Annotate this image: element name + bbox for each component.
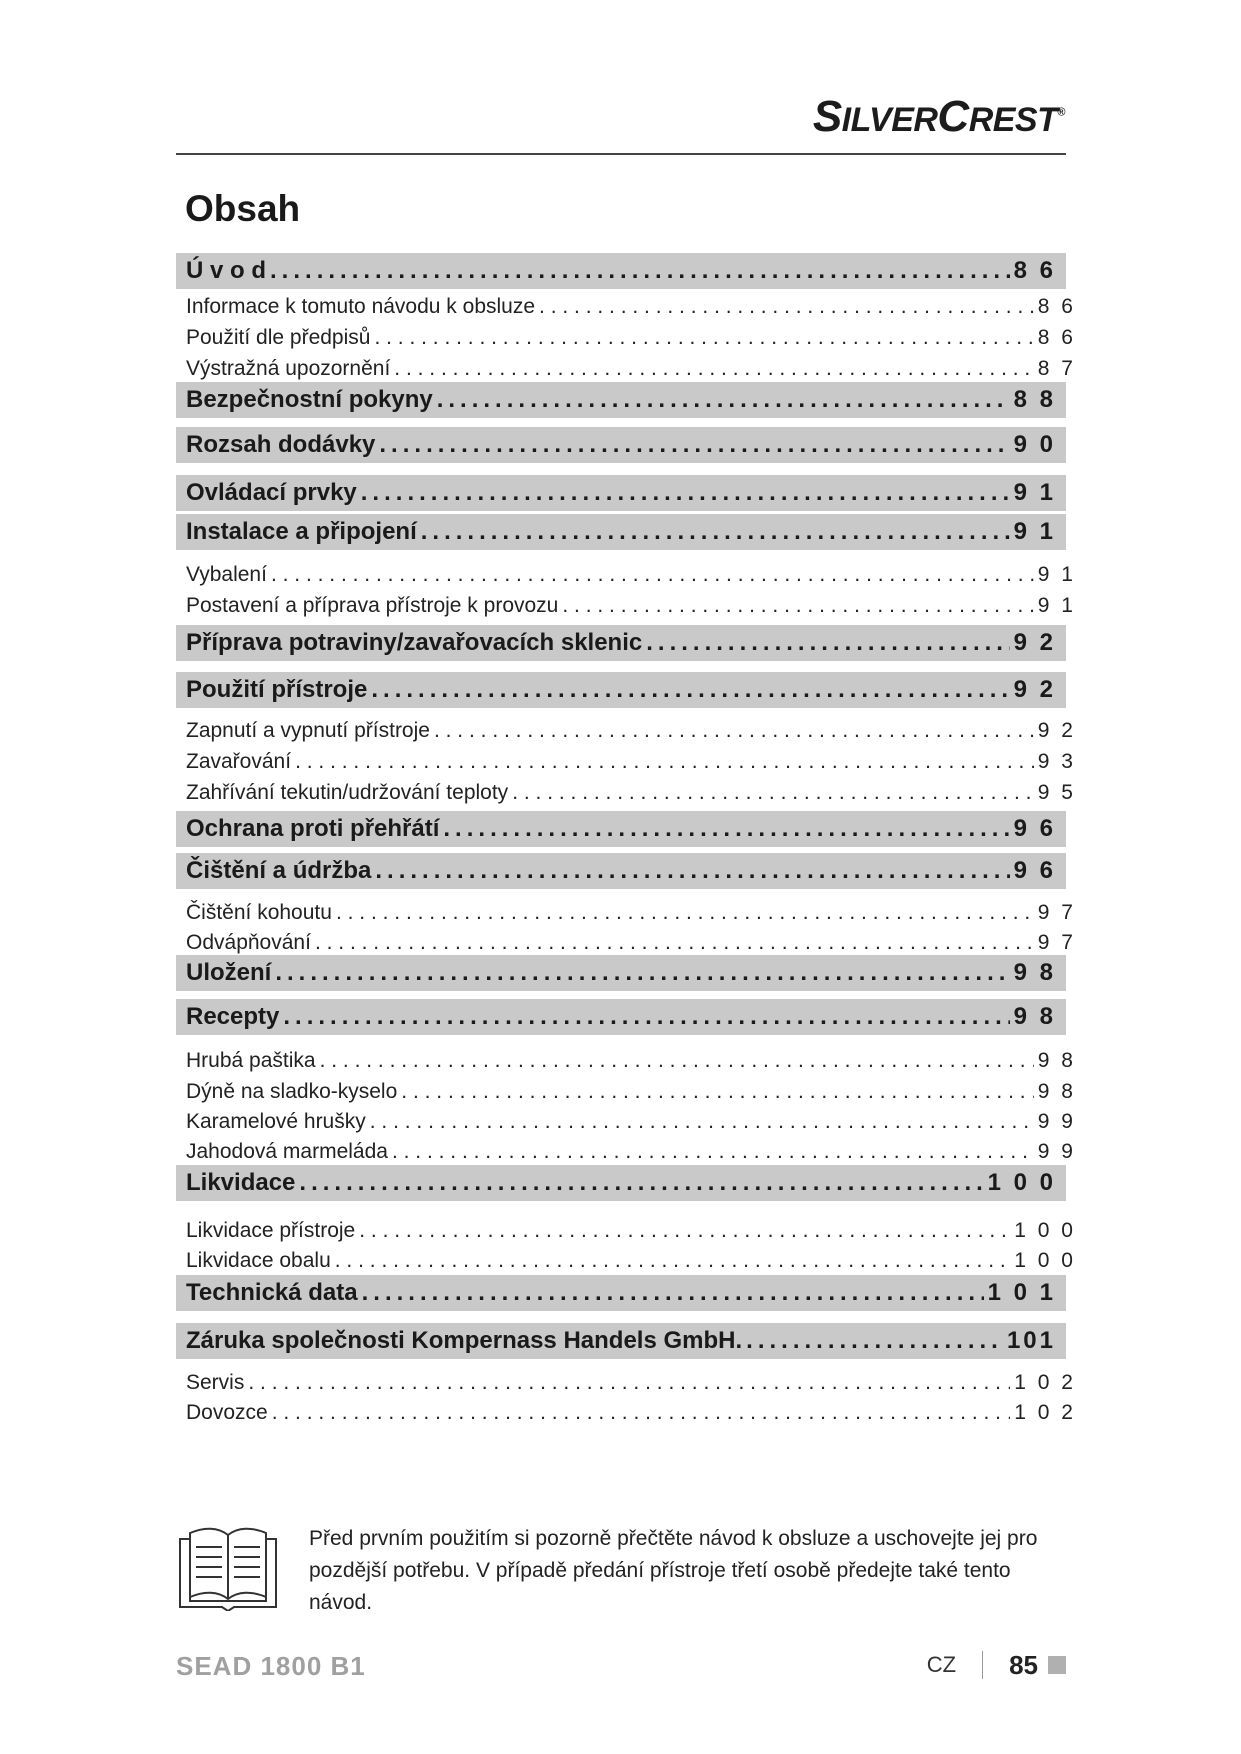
toc-label: Ú v o d [186,257,267,284]
toc-leader-dots [248,1371,1010,1395]
toc-page-number: 9 8 [1013,1003,1056,1030]
toc-page-number: 9 3 [1037,750,1076,773]
toc-entry [176,1246,1076,1276]
toc-entry [176,354,1076,384]
toc-page-number: 9 2 [1037,719,1076,742]
toc-section [176,853,1066,889]
toc-entry [176,778,1076,808]
brand-logo: SILVERCREST® [812,92,1065,141]
notice-box [176,1523,1066,1628]
toc-leader-dots [539,295,1034,319]
toc-leader-dots [401,1080,1034,1104]
toc-page-number: 1 0 0 [987,1169,1056,1196]
footer-separator [982,1651,983,1679]
toc-page-number: 8 6 [1013,257,1056,284]
toc-page-number: 9 2 [1013,676,1056,703]
toc-label: Jahodová marmeláda [186,1140,388,1163]
toc-label: Likvidace obalu [186,1249,331,1272]
toc-section [176,672,1066,708]
toc-leader-dots [270,257,1010,285]
toc-section [176,811,1066,847]
toc-section [176,1323,1066,1359]
toc-leader-dots [362,1279,984,1307]
toc-page-number: 9 1 [1037,594,1076,617]
toc-label: Instalace a připojení [186,518,417,545]
toc-label: Ochrana proti přehřátí [186,815,440,842]
toc-entry [176,1398,1076,1428]
toc-page-number: 8 6 [1037,326,1076,349]
toc-page-number: 9 9 [1037,1140,1076,1163]
toc-page-number: 9 9 [1037,1110,1076,1133]
toc-label: Recepty [186,1003,280,1030]
toc-section [176,514,1066,550]
toc-label: Dýně na sladko-kyselo [186,1080,398,1103]
toc-entry [176,323,1076,353]
toc-page-number: 8 6 [1037,295,1076,318]
toc-leader-dots [315,931,1034,955]
toc-entry [176,1216,1076,1246]
toc-label: Uložení [186,959,272,986]
toc-page-number: 9 1 [1037,563,1076,586]
toc-page-number: 9 7 [1037,901,1076,924]
toc-leader-dots [437,386,1010,414]
toc-page-number: 8 7 [1037,357,1076,380]
footer-language: CZ [926,1652,957,1677]
toc-label: Technická data [186,1279,358,1306]
toc-leader-dots [361,479,1010,507]
toc-label: Hrubá paštika [186,1049,316,1072]
toc-page-number: 9 1 [1013,518,1056,545]
toc-label: Postavení a příprava přístroje k provozu [186,594,559,617]
footer-right [927,1649,1066,1681]
toc-page-number: 9 8 [1037,1049,1076,1072]
toc-section [176,625,1066,661]
toc-leader-dots [562,594,1033,618]
open-book-icon [176,1525,280,1611]
toc-section [176,999,1066,1035]
toc-label: Rozsah dodávky [186,431,376,458]
toc-leader-dots [421,518,1010,546]
toc-leader-dots [374,326,1033,350]
toc-section [176,955,1066,991]
toc-page-number: 9 7 [1037,931,1076,954]
toc-entry [176,1046,1076,1076]
toc-entry [176,1368,1076,1398]
toc-leader-dots [359,1219,1010,1243]
toc-leader-dots [646,629,1009,657]
toc-leader-dots [392,1140,1034,1164]
toc-leader-dots [336,901,1034,925]
toc-label: Výstražná upozornění [186,357,391,380]
toc-page-number: 1 0 2 [1014,1401,1076,1424]
toc-label: Servis [186,1371,245,1394]
toc-label: Ovládací prvky [186,479,357,506]
toc-label: Vybalení [186,563,267,586]
toc-page-number: 9 1 [1013,479,1056,506]
toc-label: Likvidace [186,1169,296,1196]
footer-square-marker [1048,1656,1066,1674]
toc-section [176,253,1066,289]
page-title: Obsah [185,188,301,229]
toc-leader-dots [283,1003,1009,1031]
toc-page-number: 9 6 [1013,815,1056,842]
toc-leader-dots [746,1327,1003,1355]
toc-label: Použití dle předpisů [186,326,371,349]
toc-leader-dots [512,781,1034,805]
toc-entry [176,591,1076,621]
toc-section [176,1165,1066,1201]
toc-entry [176,1137,1076,1167]
toc-page-number: 1 0 0 [1014,1249,1076,1272]
toc-label: Informace k tomuto návodu k obsluze [186,295,536,318]
toc-label: Zapnutí a vypnutí přístroje [186,719,430,742]
toc-leader-dots [272,1401,1011,1425]
toc-page-number: 1 0 1 [987,1279,1056,1306]
footer-page-number: 85 [1009,1649,1038,1680]
toc-section [176,427,1066,463]
toc-page-number: 9 5 [1037,781,1076,804]
toc-section [176,1275,1066,1311]
toc-label: Příprava potraviny/zavařovacích sklenic [186,629,643,656]
toc-entry [176,898,1076,928]
toc-section [176,475,1066,511]
toc-label: Čištění a údržba [186,857,372,884]
header-rule [176,153,1066,155]
toc-label: Likvidace přístroje [186,1219,356,1242]
toc-leader-dots [394,357,1034,381]
toc-label: Záruka společnosti Kompernass Handels GmbH. [186,1327,743,1354]
toc-leader-dots [299,1169,983,1197]
toc-entry [176,747,1076,777]
toc-label: Karamelové hrušky [186,1110,366,1133]
toc-entry [176,928,1076,958]
toc-leader-dots [443,815,1009,843]
toc-leader-dots [275,959,1009,987]
toc-entry [176,1107,1076,1137]
footer-model: SEAD 1800 B1 [176,1651,366,1681]
toc-page-number: 9 8 [1037,1080,1076,1103]
toc-leader-dots [375,857,1009,885]
toc-page-number: 9 8 [1013,959,1056,986]
toc-leader-dots [271,563,1034,587]
toc-page-number: 8 8 [1013,386,1056,413]
toc-leader-dots [335,1249,1011,1273]
toc-page-number: 1 0 2 [1014,1371,1076,1394]
toc-label: Zahřívání tekutin/udržování teploty [186,781,509,804]
toc-leader-dots [295,750,1034,774]
toc-page-number: 101 [1006,1327,1056,1354]
toc-leader-dots [379,431,1009,459]
toc-label: Použití přístroje [186,676,368,703]
toc-entry [176,1077,1076,1107]
toc-leader-dots [434,719,1034,743]
toc-page-number: 9 6 [1013,857,1056,884]
toc-label: Odvápňování [186,931,311,954]
toc-entry [176,716,1076,746]
notice-text: Před prvním použitím si pozorně přečtěte návod k obsluze a uschovejte jej pro pozdější potřebu. V případě předání přístroje třetí osobě předejte také tento návod. [309,1527,1038,1614]
toc-leader-dots [371,676,1009,704]
toc-label: Čištění kohoutu [186,901,332,924]
toc-leader-dots [320,1049,1034,1073]
toc-page-number: 9 0 [1013,431,1056,458]
toc-entry [176,292,1076,322]
toc-label: Bezpečnostní pokyny [186,386,433,413]
toc-leader-dots [370,1110,1034,1134]
toc-entry [176,560,1076,590]
toc-page-number: 1 0 0 [1014,1219,1076,1242]
toc-label: Zavařování [186,750,292,773]
toc-section [176,382,1066,418]
toc-page-number: 9 2 [1013,629,1056,656]
toc-label: Dovozce [186,1401,268,1424]
